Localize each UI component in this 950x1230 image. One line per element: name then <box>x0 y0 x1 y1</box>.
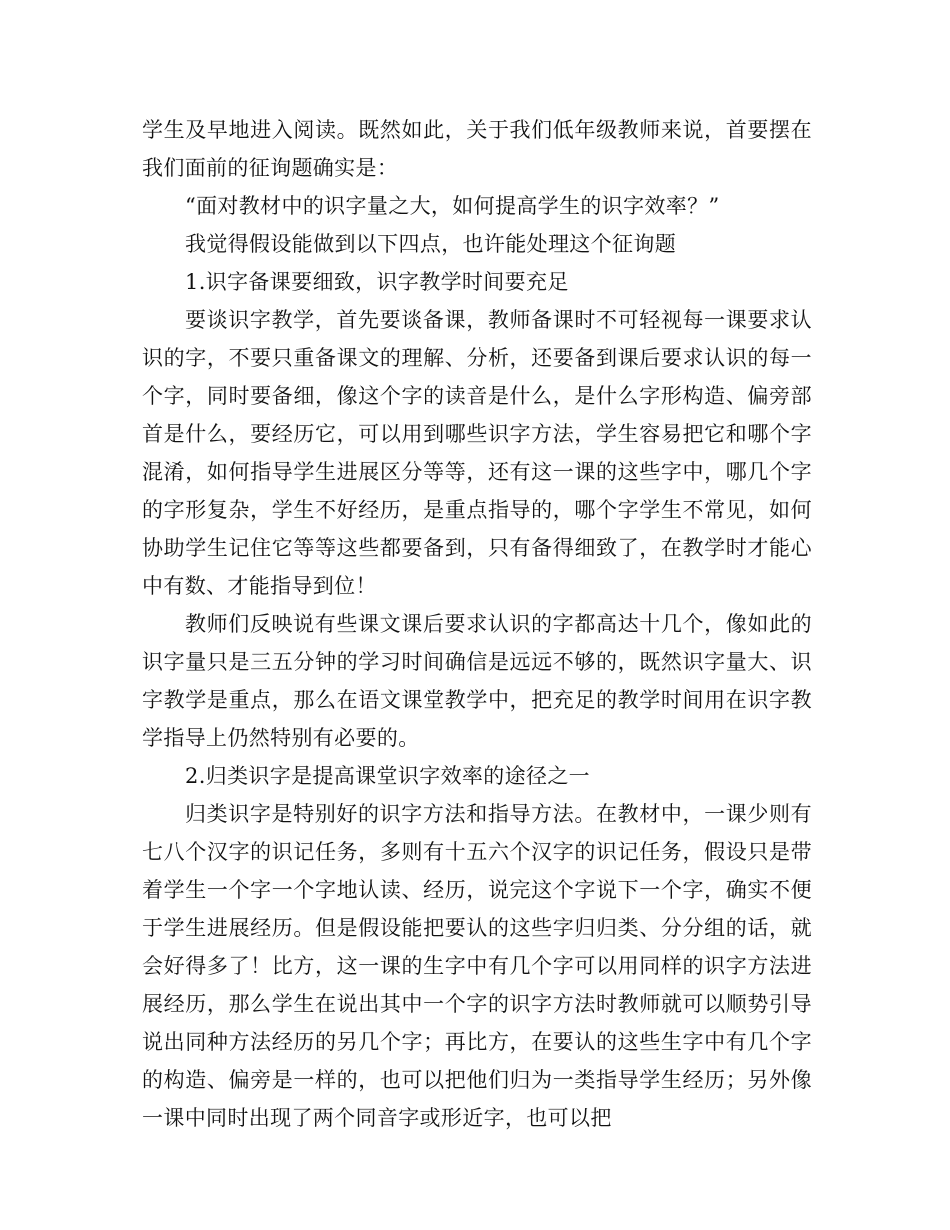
paragraph-continuation: 学生及早地进入阅读。既然如此，关于我们低年级教师来说，首要摆在我们面前的征询题确实是： <box>142 118 812 180</box>
document-body <box>142 111 812 1137</box>
paragraph-body: 归类识字是特别好的识字方法和指导方法。在教材中，一课少则有七八个汉字的识记任务，多则有十五六个汉字的识记任务，假设只是带着学生一个字一个字地认读、经历，说完这个字说下一个字，确实不便于学生进展经历。但是假设能把要认的这些字归归类、分分组的话，就会好得多了！比方，这一课的生字中有几个字可以用同样的识字方法进展经历，那么学生在说出其中一个字的识字方法时教师就可以顺势引导说出同种方法经历的另几个字；再比方，在要认的这些生字中有几个字的构造、偏旁是一样的，也可以把他们归为一类指导学生经历；另外像一课中同时出现了两个同音字或形近字，也可以把 <box>142 802 812 1130</box>
paragraph-body: 教师们反映说有些课文课后要求认识的字都高达十几个，像如此的识字量只是三五分钟的学习时间确信是远远不够的，既然识字量大、识字教学是重点，那么在语文课堂教学中，把充足的教学时间用在识字教学指导上仍然特别有必要的。 <box>142 612 812 750</box>
paragraph-body: 要谈识字教学，首先要谈备课，教师备课时不可轻视每一课要求认识的字，不要只重备课文的理解、分析，还要备到课后要求认识的每一个字，同时要备细，像这个字的读音是什么，是什么字形构造、偏旁部首是什么，要经历它，可以用到哪些识字方法，学生容易把它和哪个字混淆，如何指导学生进展区分等等，还有这一课的这些字中，哪几个字的字形复杂，学生不好经历，是重点指导的，哪个字学生不常见，如何协助学生记住它等等这些都要备到，只有备得细致了，在教学时才能心中有数、才能指导到位！ <box>142 308 812 598</box>
paragraph-intro: 我觉得假设能做到以下四点，也许能处理这个征询题 <box>185 232 677 256</box>
paragraph-question: “面对教材中的识字量之大，如何提高学生的识字效率？” <box>185 194 720 218</box>
section-heading-1: 1.识字备课要细致，识字教学时间要充足 <box>185 270 569 294</box>
section-heading-2: 2.归类识字是提高课堂识字效率的途径之一 <box>185 764 591 788</box>
